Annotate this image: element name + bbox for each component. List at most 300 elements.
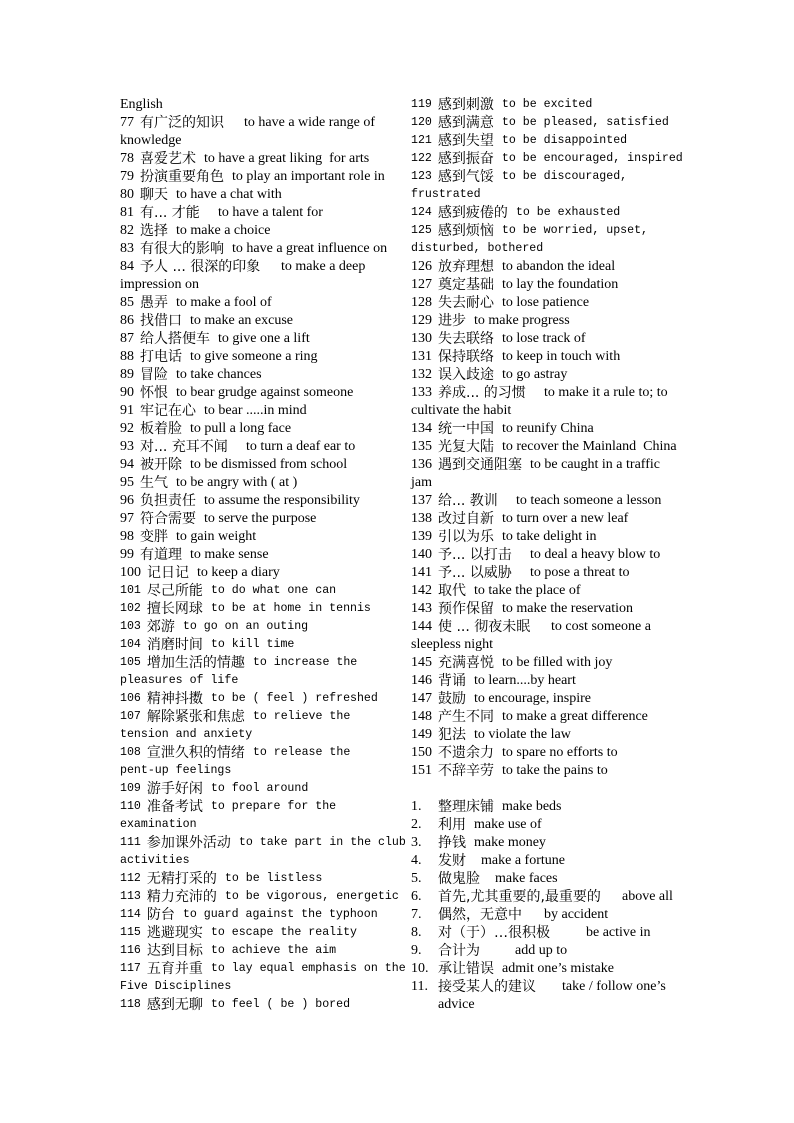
entry-chinese: 保持联络 bbox=[438, 349, 494, 365]
entry-english: to do what one can bbox=[210, 584, 337, 597]
entry-line bbox=[120, 546, 410, 564]
entry-number: 113 bbox=[120, 890, 141, 903]
entry-line bbox=[411, 852, 701, 870]
entry-number: 1. bbox=[411, 799, 422, 814]
entry-english: to make sense bbox=[190, 547, 269, 562]
phrase-entry bbox=[411, 708, 701, 726]
phrase-entry bbox=[411, 114, 701, 132]
entry-line bbox=[120, 222, 410, 240]
entry-english-continued: knowledge bbox=[120, 133, 182, 148]
entry-line bbox=[411, 348, 701, 366]
entry-english-continued: examination bbox=[120, 818, 197, 831]
entry-chinese: 失去耐心 bbox=[438, 295, 494, 311]
entry-chinese: 防台 bbox=[146, 907, 175, 923]
entry-number: 109 bbox=[120, 782, 141, 795]
phrase-entry bbox=[411, 528, 701, 546]
entry-chinese: 整理床铺 bbox=[438, 799, 494, 815]
entry-number: 101 bbox=[120, 584, 141, 597]
entry-number: 116 bbox=[120, 944, 141, 957]
entry-number: 143 bbox=[411, 601, 432, 616]
entry-english: to take delight in bbox=[502, 529, 597, 544]
phrase-entry bbox=[120, 186, 410, 204]
entry-chinese: 做鬼脸 bbox=[438, 871, 480, 887]
phrase-entry bbox=[120, 690, 410, 708]
entry-number: 4. bbox=[411, 853, 422, 868]
entry-english-continued: pleasures of life bbox=[120, 674, 239, 687]
phrase-entry bbox=[411, 546, 701, 564]
entry-chinese: 板着脸 bbox=[140, 421, 182, 437]
phrase-entry bbox=[411, 456, 701, 492]
phrase-entry bbox=[411, 330, 701, 348]
entry-line bbox=[120, 942, 410, 960]
phrase-entry bbox=[411, 744, 701, 762]
numbered-item bbox=[411, 816, 701, 834]
entry-line bbox=[411, 960, 701, 978]
phrase-entry bbox=[120, 474, 410, 492]
entry-chinese: 被开除 bbox=[140, 457, 182, 473]
phrase-entry bbox=[120, 438, 410, 456]
entry-line bbox=[120, 186, 410, 204]
entry-line bbox=[411, 420, 701, 438]
phrase-entry bbox=[411, 690, 701, 708]
entry-english-continued: Five Disciplines bbox=[120, 980, 232, 993]
entry-chinese: 犯法 bbox=[438, 727, 466, 743]
entry-line bbox=[120, 510, 410, 528]
entry-number: 3. bbox=[411, 835, 422, 850]
entry-line bbox=[411, 528, 701, 546]
entry-english: to make a great difference bbox=[502, 709, 648, 724]
entry-number: 141 bbox=[411, 565, 432, 580]
entry-english: to abandon the ideal bbox=[502, 259, 616, 274]
entry-english-continued: activities bbox=[120, 854, 190, 867]
entry-line bbox=[120, 636, 410, 654]
phrase-entry bbox=[120, 348, 410, 366]
entry-chinese: 放弃理想 bbox=[438, 259, 494, 275]
entry-line bbox=[120, 402, 410, 420]
entry-chinese: 怀恨 bbox=[140, 385, 168, 401]
entry-number: 92 bbox=[120, 421, 134, 436]
entry-number: 120 bbox=[411, 116, 432, 129]
entry-english: make beds bbox=[502, 799, 562, 814]
entry-number: 106 bbox=[120, 692, 141, 705]
entry-number: 149 bbox=[411, 727, 432, 742]
entry-line bbox=[120, 708, 410, 726]
entry-chinese: 给... 教训 bbox=[438, 493, 498, 509]
entry-chinese: 牢记在心 bbox=[140, 403, 196, 419]
entry-english: to have a great influence on bbox=[232, 241, 388, 256]
entry-chinese: 精神抖擞 bbox=[146, 691, 203, 707]
numbered-item bbox=[411, 870, 701, 888]
entry-line bbox=[120, 870, 410, 888]
entry-chinese: 变胖 bbox=[140, 529, 168, 545]
entry-chinese: 扮演重要角色 bbox=[140, 169, 224, 185]
entry-chinese: 五育并重 bbox=[146, 961, 203, 977]
phrase-entry bbox=[120, 654, 410, 690]
right-column bbox=[411, 96, 701, 1014]
entry-chinese: 鼓励 bbox=[438, 691, 466, 707]
entry-line bbox=[120, 348, 410, 366]
phrase-entry bbox=[120, 834, 410, 870]
entry-number: 117 bbox=[120, 962, 141, 975]
entry-line bbox=[411, 690, 701, 708]
entry-english: to be angry with ( at ) bbox=[176, 475, 298, 490]
entry-line bbox=[120, 456, 410, 474]
entry-english: to kill time bbox=[210, 638, 295, 651]
entry-chinese: 逃避现实 bbox=[146, 925, 203, 941]
entry-chinese: 承让错误 bbox=[438, 961, 494, 977]
phrase-list-101-118 bbox=[120, 582, 410, 1014]
entry-chinese: 有道理 bbox=[140, 547, 182, 563]
entry-chinese: 误入歧途 bbox=[438, 367, 494, 383]
entry-english: to go astray bbox=[502, 367, 568, 382]
entry-english: to learn....by heart bbox=[474, 673, 576, 688]
entry-chinese: 聊天 bbox=[140, 187, 168, 203]
entry-number: 132 bbox=[411, 367, 432, 382]
phrase-entry bbox=[411, 348, 701, 366]
entry-chinese: 予人 ... 很深的印象 bbox=[140, 259, 261, 275]
entry-chinese: 挣钱 bbox=[438, 835, 466, 851]
phrase-entry bbox=[411, 366, 701, 384]
entry-english: make use of bbox=[474, 817, 542, 832]
entry-chinese: 感到刺激 bbox=[437, 97, 494, 113]
entry-line bbox=[120, 564, 410, 582]
entry-number: 130 bbox=[411, 331, 432, 346]
entry-chinese: 感到无聊 bbox=[146, 997, 203, 1013]
entry-english-continued: pent-up feelings bbox=[120, 764, 232, 777]
entry-english: to make progress bbox=[474, 313, 570, 328]
entry-number: 103 bbox=[120, 620, 141, 633]
entry-english: to be listless bbox=[224, 872, 323, 885]
entry-english: to be vigorous, energetic bbox=[224, 890, 399, 903]
phrase-entry bbox=[120, 510, 410, 528]
entry-chinese: 产生不同 bbox=[438, 709, 494, 725]
entry-chinese: 宣泄久积的情绪 bbox=[146, 745, 245, 761]
entry-english: make a fortune bbox=[481, 853, 565, 868]
entry-english: to keep in touch with bbox=[502, 349, 621, 364]
entry-number: 144 bbox=[411, 619, 432, 634]
phrase-list-126-151 bbox=[411, 258, 701, 780]
entry-chinese: 背诵 bbox=[438, 673, 466, 689]
entry-english: to make it a rule to; to bbox=[544, 385, 668, 400]
entry-number: 104 bbox=[120, 638, 141, 651]
entry-line bbox=[411, 96, 701, 114]
entry-chinese: 预作保留 bbox=[438, 601, 494, 617]
entry-line bbox=[411, 456, 701, 474]
phrase-entry bbox=[411, 438, 701, 456]
entry-chinese: 引以为乐 bbox=[438, 529, 494, 545]
entry-english: add up to bbox=[515, 943, 568, 958]
entry-line bbox=[120, 240, 410, 258]
entry-english: be active in bbox=[586, 925, 651, 940]
phrase-entry bbox=[120, 564, 410, 582]
entry-number: 8. bbox=[411, 925, 422, 940]
entry-line bbox=[411, 600, 701, 618]
phrase-entry bbox=[411, 96, 701, 114]
entry-english: to gain weight bbox=[176, 529, 257, 544]
numbered-item bbox=[411, 888, 701, 906]
phrase-entry bbox=[120, 366, 410, 384]
numbered-item bbox=[411, 924, 701, 942]
entry-chinese: 感到满意 bbox=[437, 115, 494, 131]
phrase-entry bbox=[411, 618, 701, 654]
entry-line bbox=[120, 474, 410, 492]
entry-english: to be filled with joy bbox=[502, 655, 613, 670]
entry-english: make faces bbox=[495, 871, 558, 886]
entry-number: 5. bbox=[411, 871, 422, 886]
entry-number: 111 bbox=[120, 836, 141, 849]
phrase-entry bbox=[411, 258, 701, 276]
phrase-entry bbox=[120, 114, 410, 150]
entry-chinese: 愚弄 bbox=[140, 295, 168, 311]
entry-number: 83 bbox=[120, 241, 134, 256]
numbered-item bbox=[411, 906, 701, 924]
entry-english: to be pleased, satisfied bbox=[501, 116, 669, 129]
entry-number: 123 bbox=[411, 170, 432, 183]
phrase-entry bbox=[411, 420, 701, 438]
entry-line bbox=[411, 924, 701, 942]
numbered-item bbox=[411, 852, 701, 870]
entry-line bbox=[411, 888, 701, 906]
entry-line bbox=[411, 762, 701, 780]
entry-chinese: 无精打采的 bbox=[146, 871, 217, 887]
entry-chinese: 取代 bbox=[438, 583, 466, 599]
entry-number: 142 bbox=[411, 583, 432, 598]
entry-line bbox=[120, 312, 410, 330]
phrase-entry bbox=[411, 492, 701, 510]
entry-line bbox=[120, 204, 410, 222]
entry-number: 137 bbox=[411, 493, 432, 508]
blank-line bbox=[411, 780, 701, 798]
entry-english-continued: sleepless night bbox=[411, 637, 494, 652]
entry-english: to give one a lift bbox=[218, 331, 310, 346]
entry-number: 86 bbox=[120, 313, 134, 328]
phrase-entry bbox=[120, 456, 410, 474]
entry-chinese: 达到目标 bbox=[146, 943, 203, 959]
entry-chinese: 参加课外活动 bbox=[146, 835, 231, 851]
entry-english: to teach someone a lesson bbox=[516, 493, 662, 508]
entry-line bbox=[120, 114, 410, 132]
entry-number: 82 bbox=[120, 223, 134, 238]
entry-line bbox=[411, 366, 701, 384]
entry-english: to bear .....in mind bbox=[204, 403, 307, 418]
entry-english-continued: advice bbox=[438, 997, 475, 1012]
entry-english: to make a deep bbox=[281, 259, 366, 274]
entry-number: 138 bbox=[411, 511, 432, 526]
entry-number: 127 bbox=[411, 277, 432, 292]
entry-english: to go on an outing bbox=[182, 620, 309, 633]
entry-line bbox=[120, 438, 410, 456]
entry-chinese: 首先,尤其重要的,最重要的 bbox=[438, 889, 601, 905]
entry-english: to take chances bbox=[176, 367, 262, 382]
entry-number: 98 bbox=[120, 529, 134, 544]
phrase-list-119-125 bbox=[411, 96, 701, 258]
entry-chinese: 解除紧张和焦虑 bbox=[146, 709, 245, 725]
entry-english: to lay equal emphasis on the bbox=[210, 962, 406, 975]
entry-line bbox=[411, 672, 701, 690]
entry-number: 118 bbox=[120, 998, 141, 1011]
entry-chinese: 冒险 bbox=[140, 367, 168, 383]
entry-number: 79 bbox=[120, 169, 134, 184]
entry-number: 11. bbox=[411, 979, 428, 994]
entry-number: 85 bbox=[120, 295, 134, 310]
entry-english: to play an important role in bbox=[232, 169, 385, 184]
entry-english: to have a chat with bbox=[176, 187, 282, 202]
entry-chinese: 郊游 bbox=[146, 619, 175, 635]
entry-english: to lose track of bbox=[502, 331, 586, 346]
entry-english-continued: frustrated bbox=[411, 188, 481, 201]
phrase-entry bbox=[120, 528, 410, 546]
entry-chinese: 予... 以威胁 bbox=[438, 565, 512, 581]
entry-line bbox=[120, 366, 410, 384]
phrase-entry bbox=[411, 294, 701, 312]
phrase-entry bbox=[120, 870, 410, 888]
entry-number: 136 bbox=[411, 457, 432, 472]
entry-number: 96 bbox=[120, 493, 134, 508]
numbered-item bbox=[411, 798, 701, 816]
phrase-entry bbox=[411, 276, 701, 294]
entry-english: to bear grudge against someone bbox=[176, 385, 354, 400]
entry-number: 10. bbox=[411, 961, 429, 976]
entry-chinese: 遇到交通阻塞 bbox=[438, 457, 522, 473]
entry-chinese: 记日记 bbox=[147, 565, 189, 581]
entry-number: 78 bbox=[120, 151, 134, 166]
phrase-entry bbox=[120, 420, 410, 438]
entry-english: to relieve the bbox=[252, 710, 351, 723]
entry-number: 107 bbox=[120, 710, 141, 723]
entry-english: to release the bbox=[252, 746, 351, 759]
entry-line bbox=[411, 222, 701, 240]
entry-english: to escape the reality bbox=[210, 926, 357, 939]
left-column bbox=[120, 96, 410, 1014]
entry-chinese: 充满喜悦 bbox=[438, 655, 494, 671]
entry-chinese: 喜爱艺术 bbox=[140, 151, 196, 167]
entry-number: 119 bbox=[411, 98, 432, 111]
entry-number: 150 bbox=[411, 745, 432, 760]
phrase-entry bbox=[120, 636, 410, 654]
phrase-entry bbox=[411, 672, 701, 690]
entry-number: 95 bbox=[120, 475, 134, 490]
entry-english: to be exhausted bbox=[515, 206, 621, 219]
entry-line bbox=[120, 492, 410, 510]
phrase-entry bbox=[120, 888, 410, 906]
entry-number: 145 bbox=[411, 655, 432, 670]
entry-line bbox=[411, 510, 701, 528]
entry-english-continued: impression on bbox=[120, 277, 199, 292]
entry-number: 108 bbox=[120, 746, 141, 759]
entry-number: 128 bbox=[411, 295, 432, 310]
entry-chinese: 使 ... 彻夜未眠 bbox=[438, 619, 531, 635]
entry-english: to lay the foundation bbox=[502, 277, 619, 292]
entry-line bbox=[411, 618, 701, 636]
entry-line bbox=[411, 258, 701, 276]
entry-line bbox=[411, 978, 701, 996]
entry-line bbox=[120, 834, 410, 852]
phrase-entry bbox=[120, 150, 410, 168]
numbered-phrase-list bbox=[411, 798, 701, 1014]
entry-number: 81 bbox=[120, 205, 134, 220]
entry-line bbox=[411, 384, 701, 402]
entry-english: take / follow one’s bbox=[562, 979, 666, 994]
entry-number: 7. bbox=[411, 907, 422, 922]
entry-line bbox=[120, 618, 410, 636]
entry-chinese: 接受某人的建议 bbox=[438, 979, 536, 995]
entry-chinese: 发财 bbox=[438, 853, 466, 869]
entry-english: to recover the Mainland China bbox=[502, 439, 677, 454]
entry-english: to have a wide range of bbox=[244, 115, 375, 130]
phrase-entry bbox=[411, 222, 701, 258]
entry-chinese: 进步 bbox=[438, 313, 466, 329]
phrase-entry bbox=[120, 222, 410, 240]
entry-line bbox=[411, 150, 701, 168]
entry-number: 102 bbox=[120, 602, 141, 615]
phrase-entry bbox=[411, 204, 701, 222]
entry-number: 91 bbox=[120, 403, 134, 418]
entry-english: to be ( feel ) refreshed bbox=[210, 692, 378, 705]
entry-line bbox=[120, 744, 410, 762]
entry-number: 77 bbox=[120, 115, 134, 130]
entry-number: 6. bbox=[411, 889, 422, 904]
entry-chinese: 偶然，无意中 bbox=[438, 907, 522, 923]
entry-line bbox=[120, 294, 410, 312]
numbered-item bbox=[411, 960, 701, 978]
entry-english: make money bbox=[474, 835, 546, 850]
phrase-entry bbox=[120, 168, 410, 186]
entry-english: to make an excuse bbox=[190, 313, 294, 328]
entry-number: 115 bbox=[120, 926, 141, 939]
entry-line bbox=[120, 528, 410, 546]
entry-number: 93 bbox=[120, 439, 134, 454]
phrase-entry bbox=[411, 582, 701, 600]
entry-number: 97 bbox=[120, 511, 134, 526]
entry-line bbox=[120, 690, 410, 708]
entry-english: to make the reservation bbox=[502, 601, 634, 616]
phrase-entry bbox=[120, 546, 410, 564]
entry-chinese: 选择 bbox=[140, 223, 168, 239]
entry-line bbox=[411, 438, 701, 456]
entry-number: 140 bbox=[411, 547, 432, 562]
entry-english: to guard against the typhoon bbox=[182, 908, 378, 921]
phrase-entry bbox=[120, 402, 410, 420]
entry-chinese: 统一中国 bbox=[438, 421, 494, 437]
entry-number: 9. bbox=[411, 943, 422, 958]
entry-number: 125 bbox=[411, 224, 432, 237]
entry-english: to keep a diary bbox=[197, 565, 280, 580]
entry-line bbox=[411, 708, 701, 726]
phrase-entry bbox=[411, 564, 701, 582]
entry-line bbox=[120, 420, 410, 438]
entry-line bbox=[120, 258, 410, 276]
phrase-entry bbox=[120, 996, 410, 1014]
phrase-entry bbox=[120, 798, 410, 834]
entry-english-continued: jam bbox=[411, 475, 432, 490]
phrase-entry bbox=[120, 780, 410, 798]
entry-line bbox=[411, 816, 701, 834]
phrase-entry bbox=[411, 384, 701, 420]
entry-chinese: 对... 充耳不闻 bbox=[140, 439, 228, 455]
entry-english: to violate the law bbox=[474, 727, 571, 742]
entry-chinese: 有广泛的知识 bbox=[140, 115, 224, 131]
phrase-entry bbox=[411, 762, 701, 780]
entry-line bbox=[120, 150, 410, 168]
entry-line bbox=[120, 798, 410, 816]
entry-english: to take the pains to bbox=[502, 763, 608, 778]
entry-line bbox=[411, 870, 701, 888]
entry-chinese: 不遗余力 bbox=[438, 745, 494, 761]
entry-number: 110 bbox=[120, 800, 141, 813]
entry-line bbox=[120, 906, 410, 924]
entry-line bbox=[411, 312, 701, 330]
entry-line bbox=[411, 834, 701, 852]
